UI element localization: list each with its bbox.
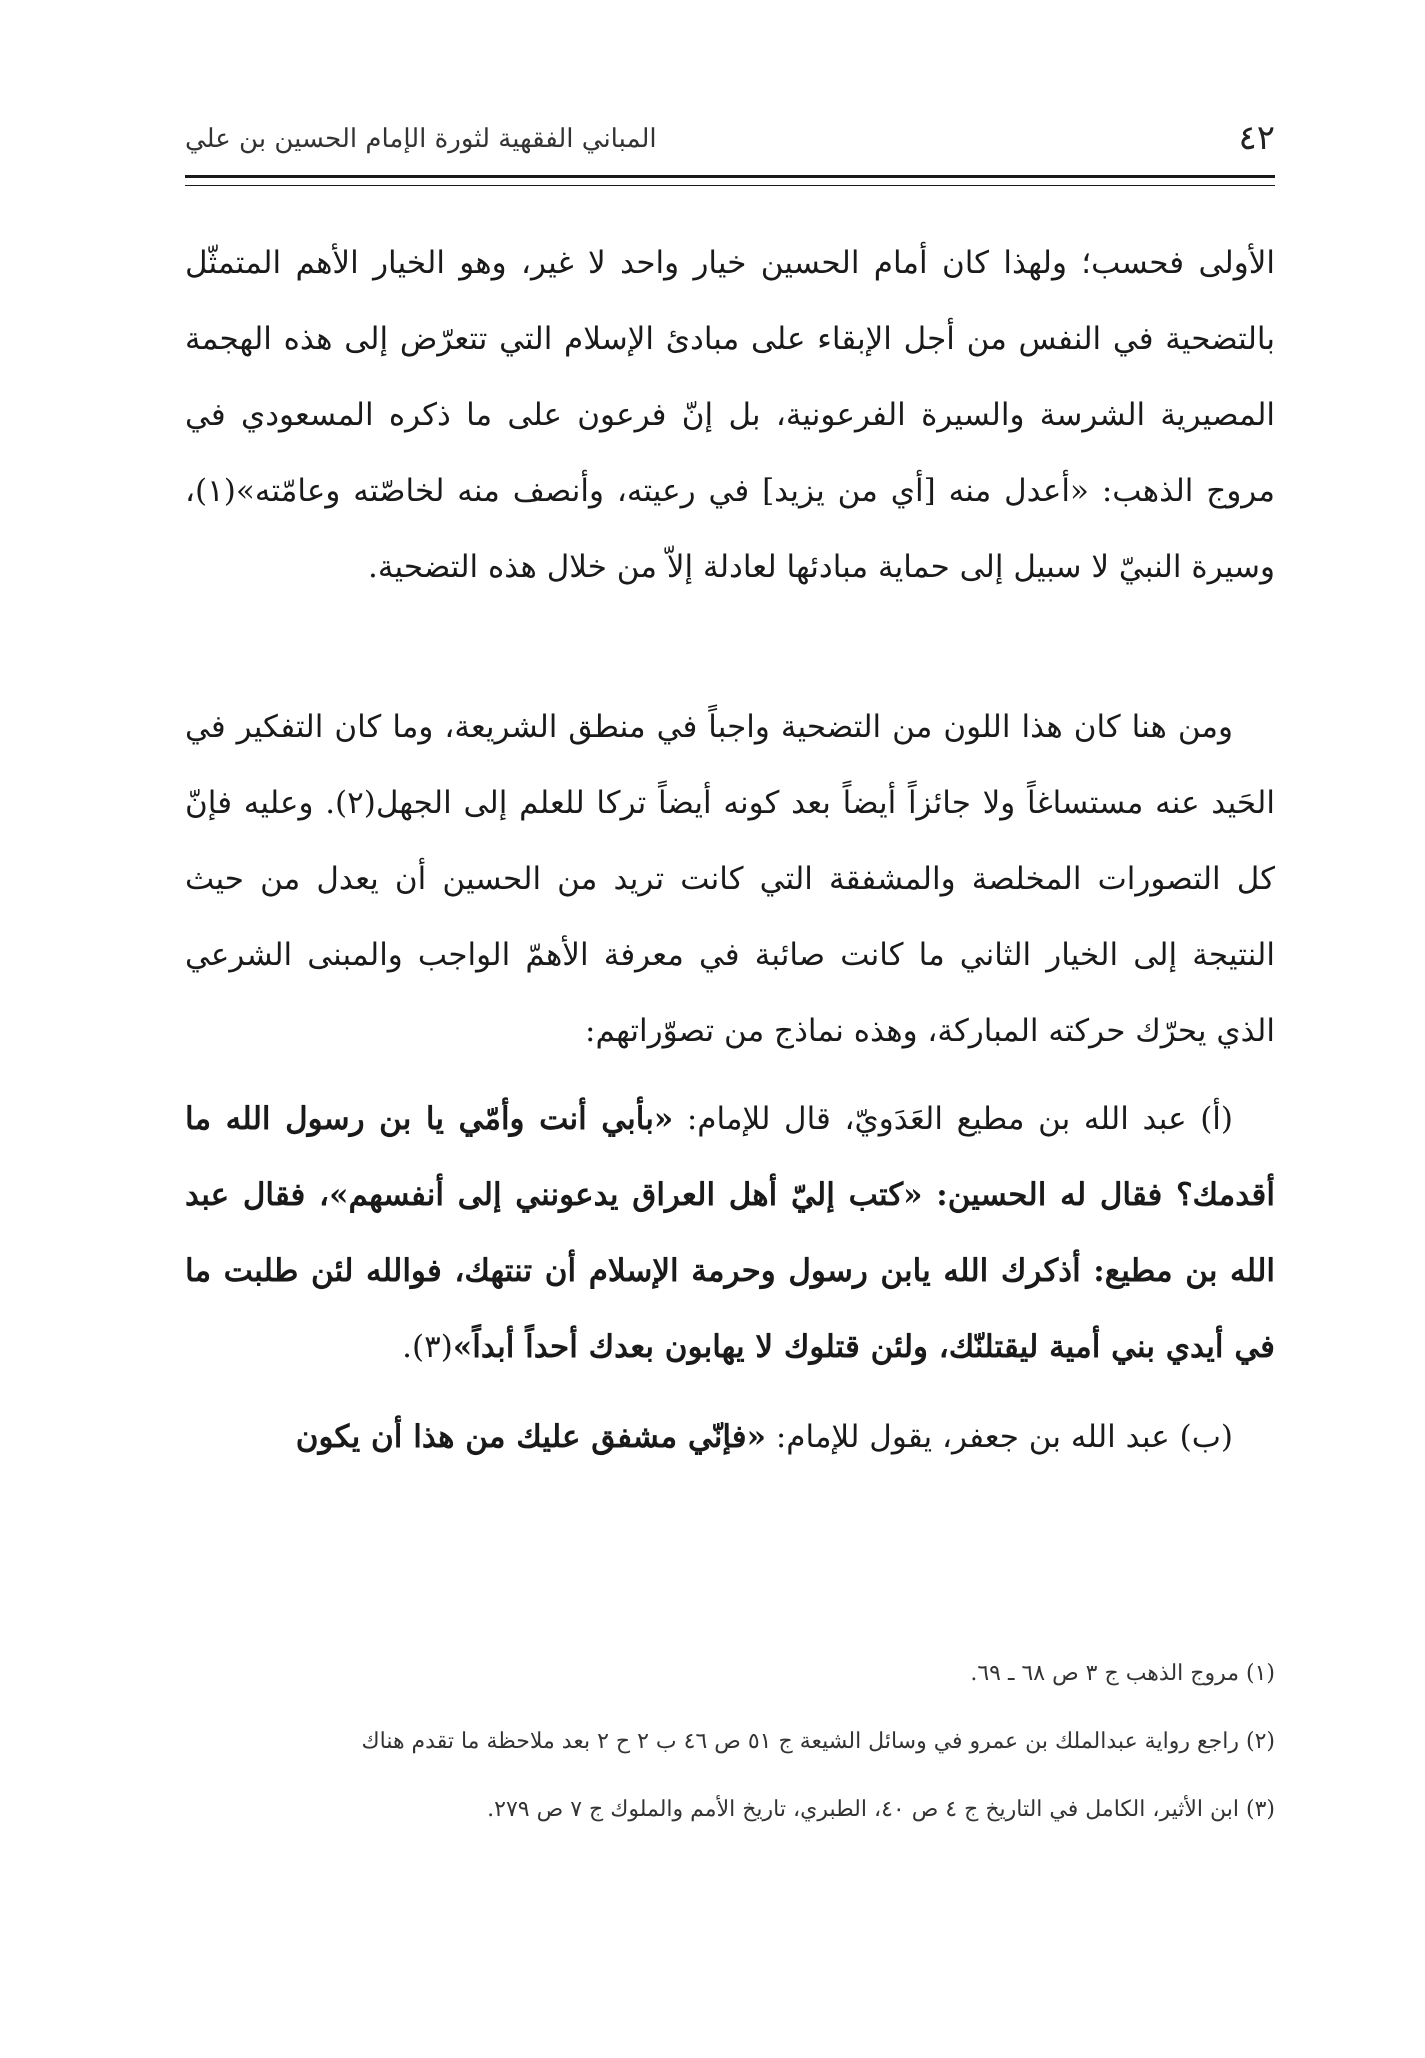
page-header [185, 118, 1275, 178]
header-rule [185, 175, 1275, 178]
paragraph-quote-b [185, 1399, 1275, 1475]
footnotes [185, 1640, 1275, 1844]
body-text [185, 225, 1275, 1475]
header-rule-thin [185, 185, 1275, 186]
footnote-ref-3: (٣). [402, 1329, 453, 1365]
paragraph-quote-a [185, 1081, 1275, 1385]
quote-b-text: «فإنّي مشفق عليك من هذا أن يكون [295, 1419, 766, 1455]
quote-a-intro: (أ) عبد الله بن مطيع العَدَويّ، قال للإمام: [673, 1101, 1233, 1137]
page-number: ٤٢ [1238, 118, 1275, 158]
quote-b-intro: (ب) عبد الله بن جعفر، يقول للإمام: [765, 1419, 1233, 1455]
quote-a-text: «بأبي أنت وأمّي يا بن رسول الله ما أقدمك؟ فقال له الحسين: «كتب إليّ أهل العراق يدعونني إلى أنفسهم»، فقال عبد الله بن مطيع: أذكرك الله يابن رسول وحرمة الإسلام أن تنتهك، فوالله لئن طلبت ما في أيدي بني أمية ليقتلنّك، ولئن قتلوك لا يهابون بعدك أحداً أبداً» [185, 1101, 1275, 1365]
footnote-3: (٣) ابن الأثير، الكامل في التاريخ ج ٤ ص ٤٠، الطبري، تاريخ الأمم والملوك ج ٧ ص ٢٧٩. [487, 1797, 1275, 1822]
paragraph-2: ومن هنا كان هذا اللون من التضحية واجباً في منطق الشريعة، وما كان التفكير في الحَيد عنه مستساغاً ولا جائزاً أيضاً بعد كونه أيضاً تركا للعلم إلى الجهل(٢). وعليه فإنّ كل التصورات المخلصة والمشفقة التي كانت تريد من الحسين أن يعدل من حيث النتيجة إلى الخيار الثاني ما كانت صائبة في معرفة الأهمّ الواجب والمبنى الشرعي الذي يحرّك حركته المباركة، وهذه نماذج من تصوّراتهم: [185, 709, 1275, 1049]
footnote-1: (١) مروج الذهب ج ٣ ص ٦٨ ـ ٦٩. [970, 1661, 1275, 1686]
footnote-2: (٢) راجع رواية عبدالملك بن عمرو في وسائل الشيعة ج ٥١ ص ٤٦ ب ٢ ح ٢ بعد ملاحظة ما تقدم هناك [361, 1729, 1275, 1754]
running-title: المباني الفقهية لثورة الإمام الحسين بن علي [185, 124, 657, 154]
paragraph-1: الأولى فحسب؛ ولهذا كان أمام الحسين خيار واحد لا غير، وهو الخيار الأهم المتمثّل بالتضحية في النفس من أجل الإبقاء على مبادئ الإسلام التي تتعرّض إلى هذه الهجمة المصيرية الشرسة والسيرة الفرعونية، بل إنّ فرعون على ما ذكره المسعودي في مروج الذهب: «أعدل منه [أي من يزيد] في رعيته، وأنصف منه لخاصّته وعامّته»(١)، وسيرة النبيّ لا سبيل إلى حماية مبادئها لعادلة إلاّ من خلال هذه التضحية. [185, 245, 1275, 585]
